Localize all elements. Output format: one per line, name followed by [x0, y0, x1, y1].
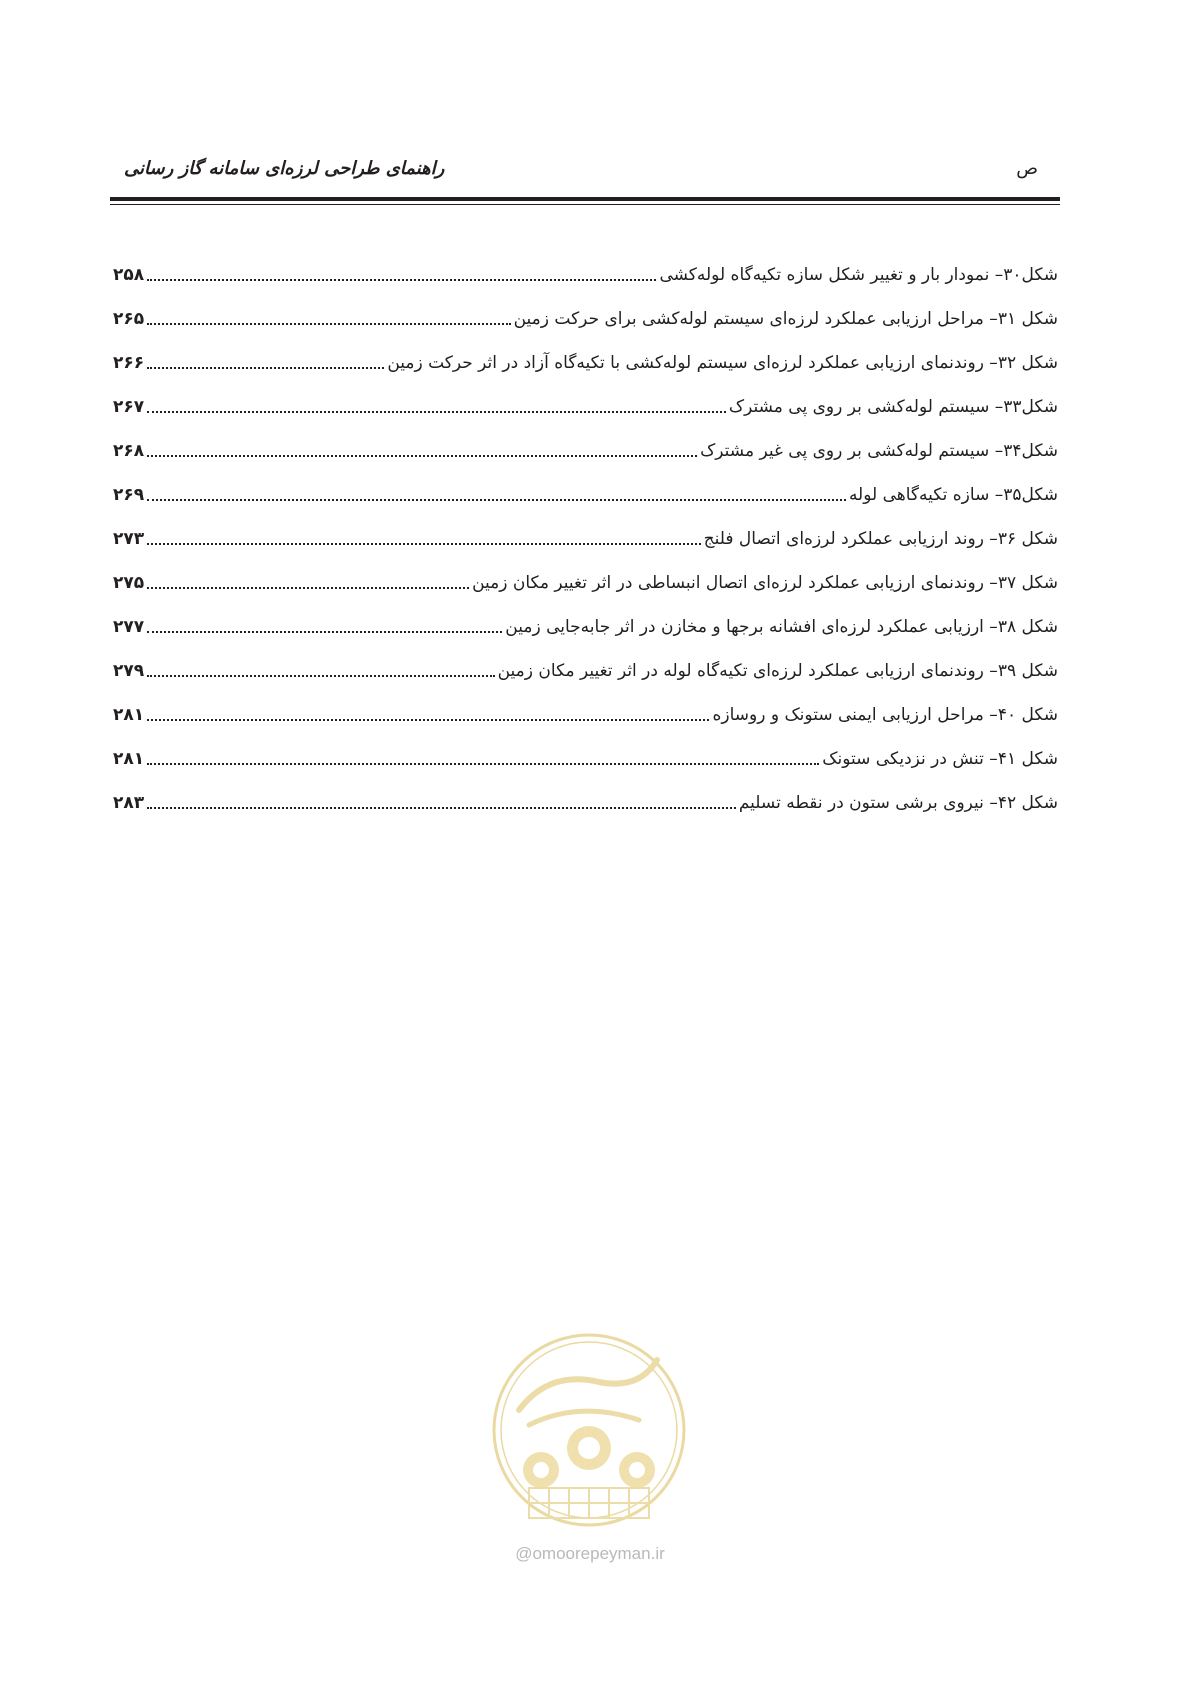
toc-entry-title: شکل۳۳– سیستم لوله‌کشی بر روی پی مشترک: [728, 397, 1058, 417]
toc-entry-page: ۲۷۹: [113, 661, 145, 681]
header-rule-thin: [110, 204, 1060, 205]
toc-entry-title: شکل۳۵– سازه تکیه‌گاهی لوله: [848, 485, 1058, 505]
header-rule-thick: [110, 197, 1060, 201]
dot-leader: [147, 499, 846, 501]
dot-leader: [147, 367, 384, 369]
watermark-logo: [489, 1330, 689, 1530]
toc-entry-page: ۲۶۵: [113, 309, 145, 329]
toc-entry-page: ۲۶۸: [113, 441, 145, 461]
toc-entry-title: شکل ۴۲– نیروی برشی ستون در نقطه تسلیم: [738, 793, 1058, 813]
list-of-figures: [113, 243, 1058, 815]
toc-entry-title: شکل۳۰– نمودار بار و تغییر شکل سازه تکیه‌گاه لوله‌کشی: [659, 265, 1058, 285]
toc-entry-title: شکل۳۴– سیستم لوله‌کشی بر روی پی غیر مشترک: [700, 441, 1058, 461]
dot-leader: [147, 719, 709, 721]
dot-leader: [147, 675, 494, 677]
toc-entry-page: ۲۷۳: [113, 529, 145, 549]
toc-entry[interactable]: [113, 287, 1058, 331]
toc-entry-page: ۲۸۱: [113, 705, 145, 725]
toc-entry-title: شکل ۳۲– روندنمای ارزیابی عملکرد لرزه‌ای سیستم لوله‌کشی با تکیه‌گاه آزاد در اثر حرکت زمین: [387, 353, 1058, 373]
toc-entry-page: ۲۶۹: [113, 485, 145, 505]
toc-entry-page: ۲۷۵: [113, 573, 145, 593]
watermark-seal-icon: [489, 1330, 689, 1530]
toc-entry-page: ۲۶۷: [113, 397, 145, 417]
dot-leader: [147, 807, 736, 809]
toc-entry-page: ۲۸۱: [113, 749, 145, 769]
dot-leader: [147, 455, 697, 457]
dot-leader: [147, 279, 656, 281]
toc-entry-title: شکل ۳۸– ارزیابی عملکرد لرزه‌ای افشانه برجها و مخازن در اثر جابه‌جایی زمین: [505, 617, 1058, 637]
toc-entry-page: ۲۶۶: [113, 353, 145, 373]
toc-entry[interactable]: [113, 551, 1058, 595]
dot-leader: [147, 323, 510, 325]
toc-entry-page: ۲۸۳: [113, 793, 145, 813]
dot-leader: [147, 543, 700, 545]
toc-entry-title: شکل ۳۷– روندنمای ارزیابی عملکرد لرزه‌ای اتصال انبساطی در اثر تغییر مکان زمین: [472, 573, 1058, 593]
toc-entry[interactable]: [113, 683, 1058, 727]
toc-entry-title: شکل ۳۹– روندنمای ارزیابی عملکرد لرزه‌ای تکیه‌گاه لوله در اثر تغییر مکان زمین: [497, 661, 1058, 681]
toc-entry[interactable]: [113, 771, 1058, 815]
dot-leader: [147, 587, 469, 589]
dot-leader: [147, 411, 726, 413]
toc-entry[interactable]: [113, 463, 1058, 507]
dot-leader: [147, 631, 502, 633]
toc-entry-title: شکل ۴۱– تنش در نزدیکی ستونک: [822, 749, 1058, 769]
toc-entry-page: ۲۷۷: [113, 617, 145, 637]
toc-entry-page: ۲۵۸: [113, 265, 145, 285]
toc-entry[interactable]: [113, 419, 1058, 463]
toc-entry[interactable]: [113, 507, 1058, 551]
toc-entry[interactable]: [113, 375, 1058, 419]
watermark-url: @omoorepeyman.ir: [515, 1544, 665, 1563]
toc-entry[interactable]: [113, 331, 1058, 375]
toc-entry[interactable]: [113, 595, 1058, 639]
running-title: راهنمای طراحی لرزه‌ای سامانه گاز رسانی: [124, 158, 445, 179]
toc-entry[interactable]: [113, 243, 1058, 287]
toc-entry[interactable]: [113, 727, 1058, 771]
toc-entry-title: شکل ۴۰– مراحل ارزیابی ایمنی ستونک و روسازه: [712, 705, 1058, 725]
page-header: [110, 158, 1060, 194]
dot-leader: [147, 763, 819, 765]
toc-entry-title: شکل ۳۱– مراحل ارزیابی عملکرد لرزه‌ای سیستم لوله‌کشی برای حرکت زمین: [513, 309, 1058, 329]
toc-entry[interactable]: [113, 639, 1058, 683]
toc-entry-title: شکل ۳۶– روند ارزیابی عملکرد لرزه‌ای اتصال فلنج: [703, 529, 1058, 549]
page-number-letter: ص: [1016, 158, 1038, 179]
